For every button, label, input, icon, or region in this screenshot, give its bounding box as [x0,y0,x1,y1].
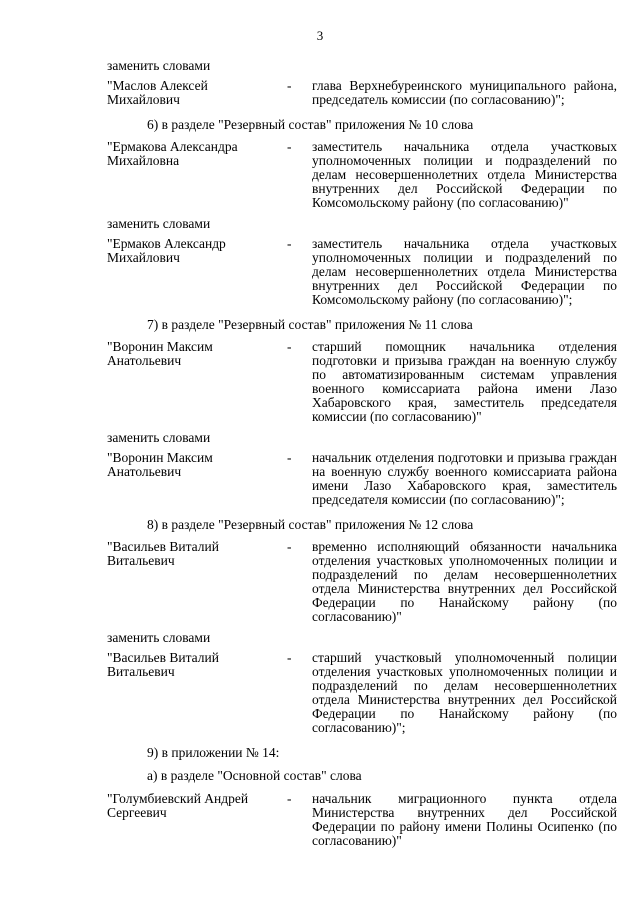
member-position: заместитель начальника отдела участковых уполномоченных полиции и подразделений по делам несовершеннолетних отдела Министерства внутренних дел Российской Федерации по Комсомольскому району (по согласованию)" [312,139,617,210]
member-position: заместитель начальника отдела участковых уполномоченных полиции и подразделений по делам несовершеннолетних отдела Министерства внутренних дел Российской Федерации по Комсомольскому району (по согласованию)"; [312,235,617,307]
entry-dash: - [287,649,292,665]
member-entry [107,140,617,210]
member-entry [107,237,617,307]
member-position: начальник миграционного пункта отдела Министерства внутренних дел Российской Федерации по району имени Полины Осипенко (по согласованию)" [312,790,617,848]
section-heading: 6) в разделе "Резервный состав" приложения № 10 слова [147,116,474,132]
member-position: старший участковый уполномоченный полиции отделения участковых уполномоченных полиции и подразделений по делам несовершеннолетних отдела Министерства внутренних дел Российской Федерации по Нанайскому району (по согласованию)"; [312,649,617,735]
member-position: временно исполняющий обязанности начальника отделения участковых уполномоченных полиции и подразделений по делам несовершеннолетних отдела Министерства внутренних дел Российской Федерации по Нанайскому району (по согласованию)" [312,539,617,624]
member-entry [107,651,617,735]
entry-dash: - [287,790,292,806]
entry-dash: - [287,77,292,93]
member-entry [107,340,617,424]
page-number: 3 [316,28,324,43]
section-heading: 8) в разделе "Резервный состав" приложения № 12 слова [147,516,474,532]
replace-phrase: заменить словами [107,216,211,231]
member-entry [107,540,617,624]
subsection-heading: а) в разделе "Основной состав" слова [147,768,362,783]
member-position: глава Верхнебуреинского муниципального района, председатель комиссии (по согласованию)"; [312,77,617,107]
entry-dash: - [287,449,292,465]
member-name: "Ермакова Александра Михайловна [107,139,238,168]
entry-dash: - [287,235,292,251]
entry-dash: - [287,539,292,554]
entry-dash: - [287,139,292,154]
member-name: "Васильев Виталий Витальевич [107,539,219,568]
member-name: "Васильев Виталий Витальевич [107,649,219,679]
replace-phrase: заменить словами [107,630,211,645]
member-name: "Маслов Алексей Михайлович [107,77,208,107]
document-body [107,52,617,850]
replace-phrase: заменить словами [107,58,211,73]
member-entry [107,451,617,507]
member-entry [107,79,617,107]
member-name: "Воронин Максим Анатольевич [107,339,213,368]
member-position: начальник отделения подготовки и призыва граждан на военную службу военного комиссариата района имени Лазо Хабаровского края, заместитель председателя комиссии (по согласованию)"; [312,449,617,507]
section-heading: 9) в приложении № 14: [147,744,280,760]
member-name: "Голумбиевский Андрей Сергеевич [107,790,249,820]
entry-dash: - [287,339,292,354]
member-position: старший помощник начальника отделения подготовки и призыва граждан на военную службу по автоматизированным системам управления военного комиссариата района имени Лазо Хабаровского края, заместитель председателя комиссии (по согласованию)" [312,339,617,424]
section-heading: 7) в разделе "Резервный состав" приложения № 11 слова [147,316,473,332]
member-entry [107,792,617,848]
member-name: "Ермаков Александр Михайлович [107,235,226,265]
member-name: "Воронин Максим Анатольевич [107,449,213,479]
replace-phrase: заменить словами [107,430,211,445]
